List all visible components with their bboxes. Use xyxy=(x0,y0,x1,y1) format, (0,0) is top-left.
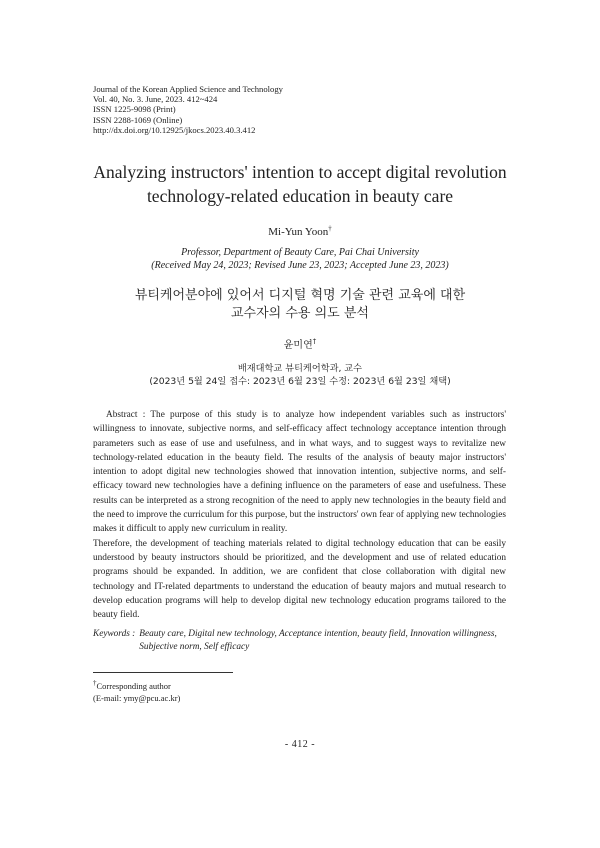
footnote-mark: † xyxy=(93,679,97,688)
journal-volume: Vol. 40, No. 3. June, 2023. 412~424 xyxy=(93,94,218,105)
title-kr-line2: 교수자의 수용 의도 분석 xyxy=(231,306,369,321)
abstract-para2: Therefore, the development of teaching materials related to digital technology education that can be easily understood by beauty instructors should be prioritized, and the development and use of related education programs should be expanded. In addition, we are confident that close collaboration with digital new technology and IT-related departments to understand the education of beauty majors and mutual research to develop education programs will help to develop digital new technology education programs tailored to the beauty field. xyxy=(93,538,506,621)
footnote-divider xyxy=(93,672,233,673)
footnote-email: (E-mail: ymy@pcu.ac.kr) xyxy=(93,693,181,703)
footnote xyxy=(93,680,180,704)
affiliation-kr xyxy=(0,362,600,388)
journal-name: Journal of the Korean Applied Science and Technology xyxy=(93,84,283,94)
footnote-corresponding: Corresponding author xyxy=(96,681,171,691)
author-kr-name: 윤미연 xyxy=(283,340,313,351)
keywords-label: Keywords : xyxy=(93,629,136,639)
title-en-line2: technology-related education in beauty care xyxy=(146,186,454,206)
abstract-para1 xyxy=(93,408,506,537)
issn-print: ISSN 1225-9098 (Print) xyxy=(93,104,176,115)
paper-title-en xyxy=(60,160,540,208)
author-en-name: Mi-Yun Yoon xyxy=(268,226,329,238)
abstract xyxy=(93,408,506,622)
page-number: - 412 - xyxy=(284,739,316,750)
issn-online: ISSN 2288-1069 (Online) xyxy=(93,114,183,125)
author-en xyxy=(0,226,600,238)
paper-title-kr xyxy=(0,287,600,323)
author-kr xyxy=(0,336,600,351)
journal-header xyxy=(93,84,283,135)
affiliation-en xyxy=(0,246,600,272)
title-en-line1: Analyzing instructors' intention to accept digital revolution xyxy=(93,162,507,182)
affiliation-kr-line1: 배재대학교 뷰티케어학과, 교수 xyxy=(237,363,363,374)
author-kr-mark: † xyxy=(312,337,317,346)
abstract-label: Abstract : xyxy=(106,410,146,420)
affiliation-en-dates: (Received May 24, 2023; Revised June 23, 2023; Accepted June 23, 2023) xyxy=(151,260,449,271)
keywords xyxy=(93,628,506,654)
affiliation-kr-dates: (2023년 5월 24일 접수: 2023년 6월 23일 수정: 2023년 6월 23일 채택) xyxy=(149,376,451,387)
footnote-line1 xyxy=(93,680,180,692)
keywords-text: Beauty care, Digital new technology, Acceptance intention, beauty field, Innovation willingness, Subjective norm, Self efficacy xyxy=(139,629,497,652)
title-kr-line1: 뷰티케어분야에 있어서 디지털 혁명 기술 관련 교육에 대한 xyxy=(134,288,466,303)
author-en-mark: † xyxy=(328,224,332,233)
doi-link[interactable]: http://dx.doi.org/10.12925/jkocs.2023.40.3.412 xyxy=(93,124,256,135)
abstract-text1: The purpose of this study is to analyze how independent variables such as instructors' willingness to innovate, subjective norms, and self-efficacy affect technology acceptance intention through parameters such as ease of use and usefulness, and in what ways, and to suggest ways to revitalize new technology-related education in the beauty field. The results of the analysis of beauty major instructors' intention to adopt digital new technologies showed that innovation intention, subjective norms, and self-efficacy toward new technologies have a defining influence on the parameters of ease and usefulness. These results can be interpreted as a strong recognition of the need to apply new technologies in the beauty field and the need to improve the curriculum for this purpose, but the instructors' own fear of applying new technologies makes it difficult to apply new curriculum in reality. xyxy=(93,410,507,535)
affiliation-en-line1: Professor, Department of Beauty Care, Pai Chai University xyxy=(181,247,419,258)
